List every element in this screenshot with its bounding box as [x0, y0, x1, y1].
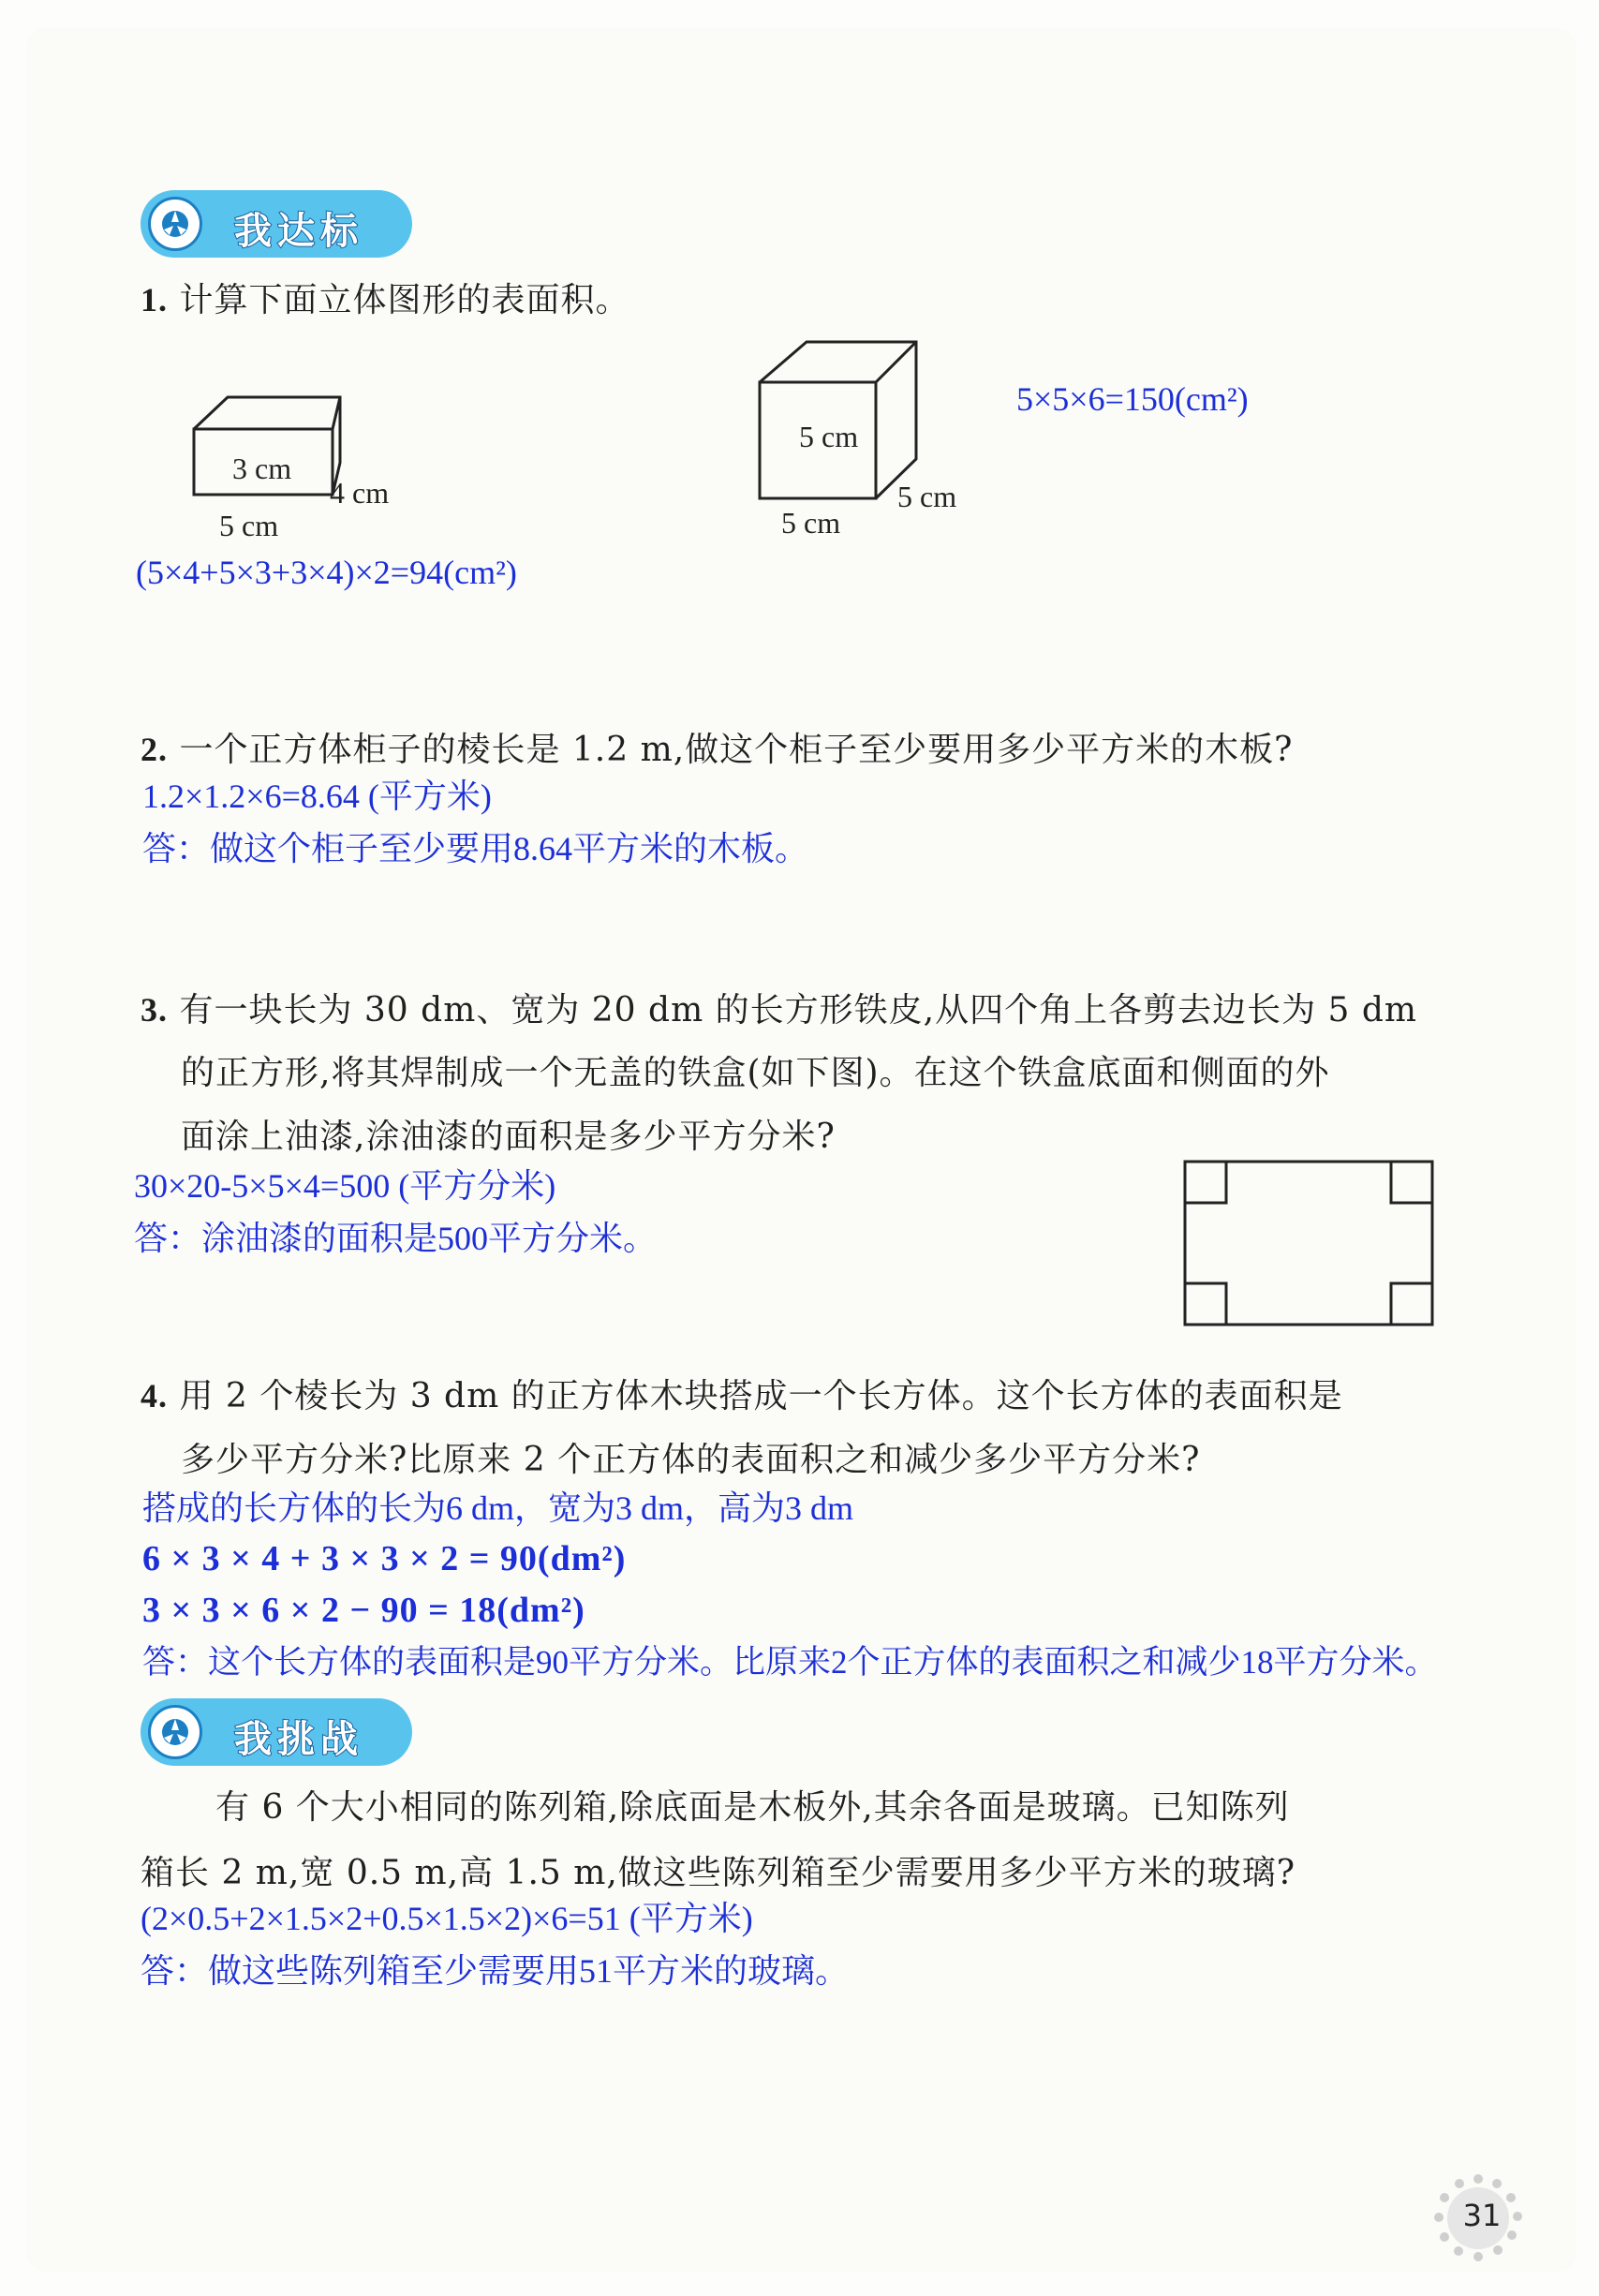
question-text-line2: 多少平方分米?比原来 2 个正方体的表面积之和减少多少平方分米? [181, 1441, 1201, 1479]
cube-width-label: 5 cm [781, 506, 841, 540]
cube-height-label: 5 cm [799, 420, 859, 453]
challenge-answer-equation: (2×0.5+2×1.5×2+0.5×1.5×2)×6=51 (平方米) [141, 1900, 753, 1937]
challenge-text-line1: 有 6 个大小相同的陈列箱,除底面是木板外,其余各面是玻璃。已知陈列 [215, 1788, 1290, 1827]
challenge-text-line2: 箱长 2 m,宽 0.5 m,高 1.5 m,做这些陈列箱至少需要用多少平方米的玻璃? [141, 1854, 1296, 1892]
question-number: 3. [141, 991, 168, 1029]
q4-answer-area: 6 × 3 × 4 + 3 × 3 × 2 = 90(dm²) [142, 1539, 627, 1578]
q2-answer-sentence: 答：做这个柜子至少要用8.64平方米的木板。 [142, 830, 809, 867]
cube-depth-label: 5 cm [897, 480, 957, 513]
question-1 [141, 283, 629, 318]
section-icon [148, 197, 202, 251]
question-text: 一个正方体柜子的棱长是 1.2 m,做这个柜子至少要用多少平方米的木板? [179, 731, 1294, 769]
q4-answer-sentence: 答：这个长方体的表面积是90平方分米。比原来2个正方体的表面积之和减少18平方分米。 [142, 1644, 1438, 1681]
challenge-answer-sentence: 答：做这些陈列箱至少需要用51平方米的玻璃。 [141, 1952, 850, 1990]
section-icon [148, 1705, 202, 1759]
question-text-line3: 面涂上油漆,涂油漆的面积是多少平方分米? [181, 1118, 836, 1156]
section-title: 我挑战 [234, 1718, 363, 1761]
question-2 [141, 733, 1293, 767]
q1-cuboid-answer: (5×4+5×3+3×4)×2=94(cm²) [136, 554, 517, 591]
question-text: 计算下面立体图形的表面积。 [179, 281, 630, 319]
question-number: 2. [141, 731, 168, 768]
section-header-challenge [141, 1698, 412, 1766]
sheet-with-corners-figure [1182, 1159, 1435, 1327]
question-4 [141, 1379, 1343, 1414]
q3-answer-sentence: 答：涂油漆的面积是500平方分米。 [134, 1220, 658, 1257]
question-number: 4. [141, 1377, 168, 1415]
q1-cube-answer: 5×5×6=150(cm²) [1016, 380, 1249, 418]
q3-answer-equation: 30×20-5×5×4=500 (平方分米) [134, 1167, 556, 1205]
q4-answer-difference: 3 × 3 × 6 × 2 − 90 = 18(dm²) [142, 1591, 585, 1630]
section-header-standard [141, 190, 412, 258]
question-text-line1: 用 2 个棱长为 3 dm 的正方体木块搭成一个长方体。这个长方体的表面积是 [179, 1377, 1343, 1415]
cuboid-height-label: 3 cm [232, 452, 292, 485]
page-number: 31 [1462, 2198, 1502, 2233]
question-number: 1. [141, 281, 168, 318]
question-text-line1: 有一块长为 30 dm、宽为 20 dm 的长方形铁皮,从四个角上各剪去边长为 5 dm [179, 991, 1418, 1029]
question-text-line2: 的正方形,将其焊制成一个无盖的铁盒(如下图)。在这个铁盒底面和侧面的外 [181, 1054, 1330, 1092]
q2-answer-equation: 1.2×1.2×6=8.64 (平方米) [142, 778, 492, 815]
section-title: 我达标 [234, 210, 363, 253]
cuboid-width-label: 5 cm [219, 509, 279, 542]
cuboid-depth-label: 4 cm [330, 476, 390, 510]
question-3 [141, 993, 1417, 1028]
q4-answer-dimensions: 搭成的长方体的长为6 dm，宽为3 dm，高为3 dm [142, 1489, 854, 1527]
